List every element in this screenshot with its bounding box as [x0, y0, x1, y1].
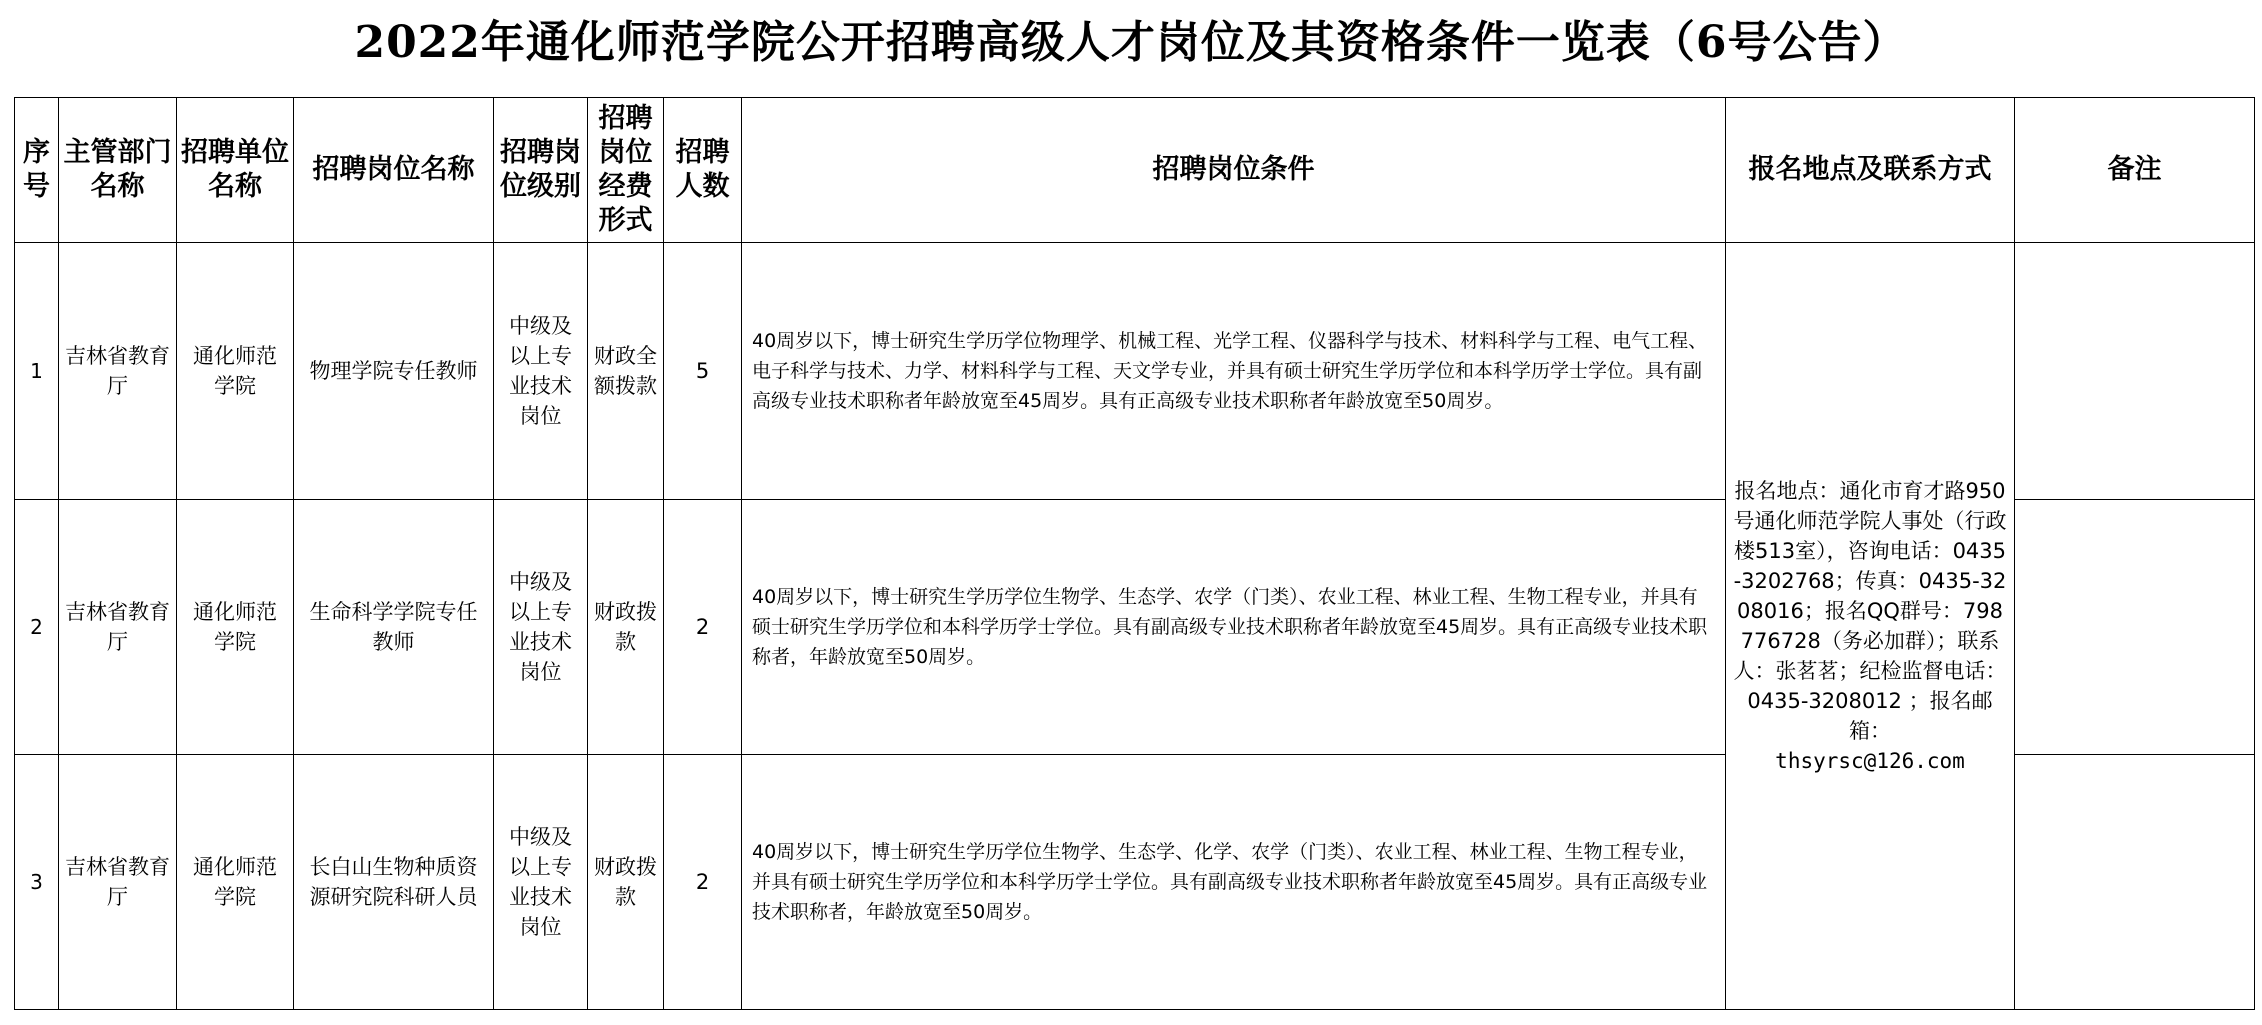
cell-post: 长白山生物种质资源研究院科研人员 [294, 755, 494, 1010]
header-level: 招聘岗位级别 [494, 98, 588, 243]
cell-unit: 通化师范学院 [177, 500, 294, 755]
cell-unit: 通化师范学院 [177, 243, 294, 500]
cell-count: 2 [664, 500, 742, 755]
cell-level: 中级及以上专业技术岗位 [494, 500, 588, 755]
cell-level: 中级及以上专业技术岗位 [494, 755, 588, 1010]
table-header-row [15, 98, 2255, 243]
cell-funding: 财政拨款 [588, 755, 664, 1010]
cell-conditions: 40周岁以下，博士研究生学历学位物理学、机械工程、光学工程、仪器科学与技术、材料科学与工程、电气工程、电子科学与技术、力学、材料科学与工程、天文学专业，并具有硕士研究生学历学位和本科学历学士学位。具有副高级专业技术职称者年龄放宽至45周岁。具有正高级专业技术职称者年龄放宽至50周岁。 [742, 243, 1726, 500]
recruitment-table [14, 97, 2255, 1010]
cell-remarks [2015, 243, 2255, 500]
cell-conditions: 40周岁以下，博士研究生学历学位生物学、生态学、农学（门类）、农业工程、林业工程、生物工程专业，并具有硕士研究生学历学位和本科学历学士学位。具有副高级专业技术职称者年龄放宽至45周岁。具有正高级专业技术职称者，年龄放宽至50周岁。 [742, 500, 1726, 755]
cell-conditions: 40周岁以下，博士研究生学历学位生物学、生态学、化学、农学（门类）、农业工程、林业工程、生物工程专业，并具有硕士研究生学历学位和本科学历学士学位。具有副高级专业技术职称者年龄放宽至45周岁。具有正高级专业技术职称者，年龄放宽至50周岁。 [742, 755, 1726, 1010]
cell-no: 3 [15, 755, 59, 1010]
header-no: 序号 [15, 98, 59, 243]
cell-dept: 吉林省教育厅 [59, 500, 177, 755]
table-row [15, 243, 2255, 500]
cell-count: 5 [664, 243, 742, 500]
page-title: 2022年通化师范学院公开招聘高级人才岗位及其资格条件一览表（6号公告） [354, 17, 1908, 68]
header-conditions: 招聘岗位条件 [742, 98, 1726, 243]
cell-level: 中级及以上专业技术岗位 [494, 243, 588, 500]
header-unit: 招聘单位名称 [177, 98, 294, 243]
cell-remarks [2015, 755, 2255, 1010]
header-remarks: 备注 [2015, 98, 2255, 243]
header-post: 招聘岗位名称 [294, 98, 494, 243]
cell-dept: 吉林省教育厅 [59, 243, 177, 500]
contact-email: thsyrsc@126.com [1775, 749, 1965, 773]
cell-contact [1726, 243, 2015, 1010]
cell-dept: 吉林省教育厅 [59, 755, 177, 1010]
header-contact: 报名地点及联系方式 [1726, 98, 2015, 243]
header-funding: 招聘岗位经费形式 [588, 98, 664, 243]
cell-remarks [2015, 500, 2255, 755]
cell-funding: 财政全额拨款 [588, 243, 664, 500]
cell-unit: 通化师范学院 [177, 755, 294, 1010]
cell-post: 生命科学学院专任教师 [294, 500, 494, 755]
cell-no: 2 [15, 500, 59, 755]
header-count: 招聘人数 [664, 98, 742, 243]
cell-post: 物理学院专任教师 [294, 243, 494, 500]
cell-count: 2 [664, 755, 742, 1010]
cell-no: 1 [15, 243, 59, 500]
cell-funding: 财政拨款 [588, 500, 664, 755]
contact-text: 报名地点：通化市育才路950号通化师范学院人事处（行政楼513室），咨询电话：0435-3202768；传真：0435-3208016；报名QQ群号：798776728（务必加群）；联系人：张茗茗；纪检监督电话：0435-3208012 ；报名邮箱： [1733, 479, 2007, 743]
header-dept: 主管部门名称 [59, 98, 177, 243]
